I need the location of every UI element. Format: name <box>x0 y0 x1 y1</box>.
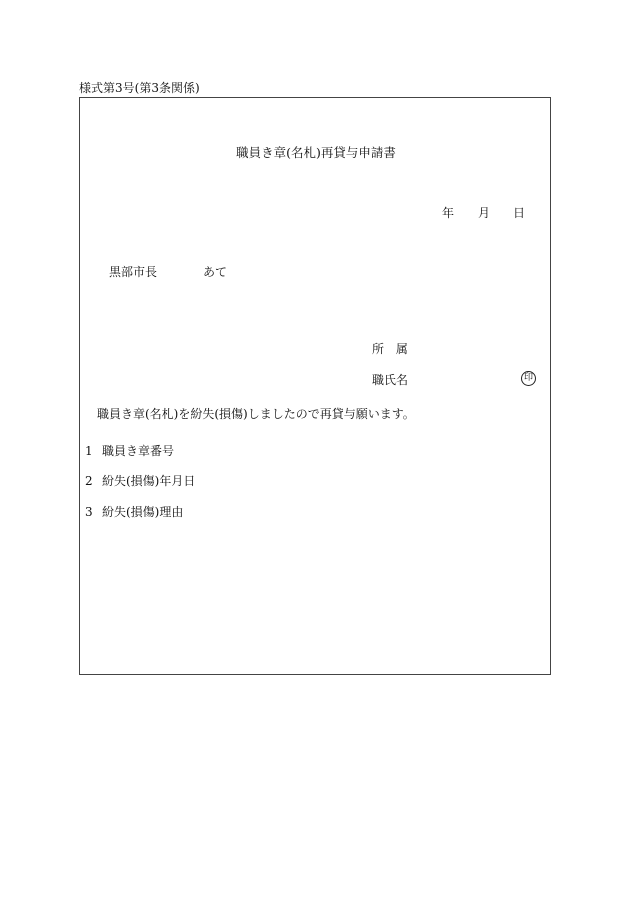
item-label-badge-number: 職員き章番号 <box>102 444 175 458</box>
affiliation-label: 所 属 <box>372 342 408 356</box>
application-form-frame <box>79 97 551 675</box>
seal-icon: 印 <box>521 371 536 386</box>
form-number-label: 様式第3号(第3条関係) <box>79 81 200 95</box>
date-day-label: 日 <box>513 206 526 220</box>
item-label-loss-date: 紛失(損傷)年月日 <box>102 474 196 488</box>
document-title: 職員き章(名札)再貸与申請書 <box>236 145 396 160</box>
date-month-label: 月 <box>478 206 491 220</box>
date-year-label: 年 <box>442 206 455 220</box>
item-number: 2 <box>85 474 93 488</box>
request-statement: 職員き章(名札)を紛失(損傷)しましたので再貸与願います。 <box>97 407 415 421</box>
addressee-name: 黒部市長 <box>109 265 158 279</box>
addressee-suffix: あて <box>203 265 228 279</box>
item-label-loss-reason: 紛失(損傷)理由 <box>102 505 184 519</box>
name-label: 職氏名 <box>372 373 409 387</box>
item-number: 1 <box>85 444 93 458</box>
item-number: 3 <box>85 505 93 519</box>
